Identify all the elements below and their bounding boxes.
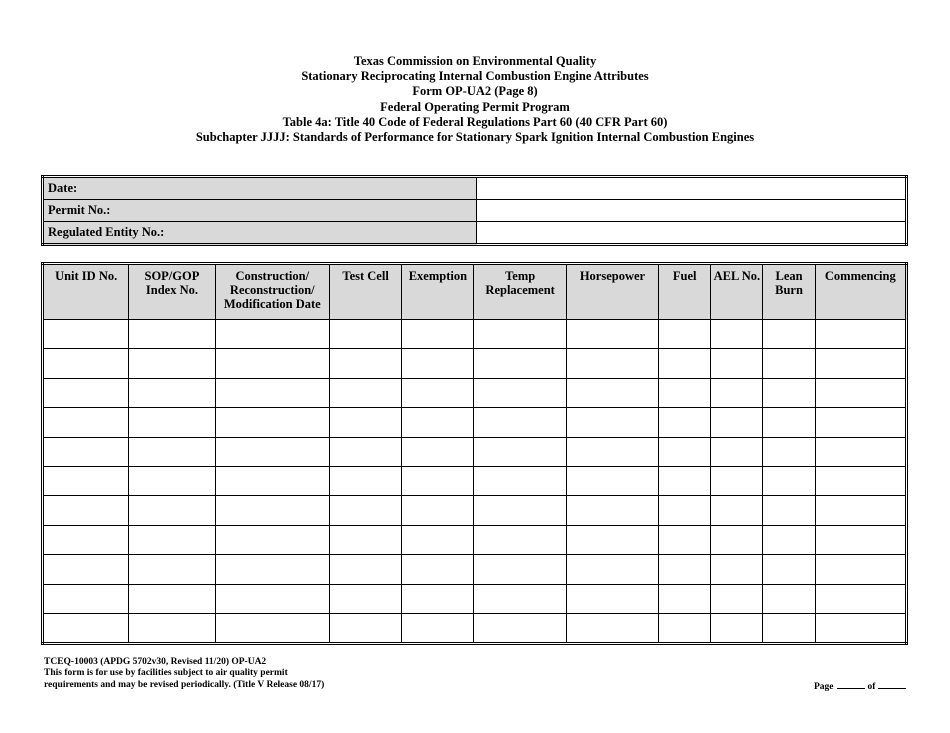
- table-row: [43, 496, 907, 525]
- table-cell[interactable]: [711, 378, 763, 407]
- table-cell[interactable]: [215, 349, 329, 378]
- table-cell[interactable]: [402, 613, 474, 643]
- table-cell[interactable]: [402, 437, 474, 466]
- table-cell[interactable]: [474, 496, 566, 525]
- col-horsepower: Horsepower: [566, 264, 658, 320]
- table-cell[interactable]: [659, 555, 711, 584]
- agency-title: Texas Commission on Environmental Quality: [353, 54, 597, 68]
- table-row: [43, 466, 907, 495]
- table-cell[interactable]: [402, 496, 474, 525]
- table-title: Table 4a: Title 40 Code of Federal Regulations Part 60 (40 CFR Part 60): [282, 114, 668, 129]
- permit-label: Permit No.:: [43, 200, 477, 222]
- table-cell[interactable]: [474, 437, 566, 466]
- table-cell[interactable]: [815, 320, 906, 349]
- table-cell[interactable]: [129, 525, 215, 554]
- header-row: [43, 264, 907, 320]
- table-cell[interactable]: [43, 437, 129, 466]
- table-cell[interactable]: [763, 466, 815, 495]
- table-cell[interactable]: [711, 496, 763, 525]
- table-cell[interactable]: [763, 349, 815, 378]
- footer: [44, 657, 324, 691]
- table-cell[interactable]: [43, 408, 129, 437]
- date-label: Date:: [43, 177, 477, 200]
- subchapter-title: Subchapter JJJJ: Standards of Performance for Stationary Spark Ignition Internal Combustion Engines: [195, 130, 755, 145]
- program-name: Federal Operating Permit Program: [380, 99, 570, 114]
- table-cell[interactable]: [129, 408, 215, 437]
- table-cell[interactable]: [43, 320, 129, 349]
- table-cell[interactable]: [474, 466, 566, 495]
- table-cell[interactable]: [215, 378, 329, 407]
- col-fuel: Fuel: [659, 264, 711, 320]
- table-row: [43, 349, 907, 378]
- table-cell[interactable]: [402, 378, 474, 407]
- permit-field[interactable]: [477, 200, 907, 222]
- table-cell[interactable]: [815, 555, 906, 584]
- table-cell[interactable]: [474, 408, 566, 437]
- table-cell[interactable]: [815, 466, 906, 495]
- col-exemption: Exemption: [402, 264, 474, 320]
- table-cell[interactable]: [215, 584, 329, 613]
- table-cell[interactable]: [711, 613, 763, 643]
- col-lean-burn: Lean Burn: [763, 264, 815, 320]
- entity-label: Regulated Entity No.:: [43, 222, 477, 245]
- table-cell[interactable]: [763, 496, 815, 525]
- table-cell[interactable]: [711, 466, 763, 495]
- table-cell[interactable]: [402, 408, 474, 437]
- table-cell[interactable]: [763, 437, 815, 466]
- entity-field[interactable]: [477, 222, 907, 245]
- table-cell[interactable]: [815, 584, 906, 613]
- table-cell[interactable]: [474, 555, 566, 584]
- table-cell[interactable]: [763, 613, 815, 643]
- table-cell[interactable]: [43, 378, 129, 407]
- table-cell[interactable]: [329, 408, 401, 437]
- table-cell[interactable]: [711, 555, 763, 584]
- table-cell[interactable]: [659, 496, 711, 525]
- table-cell[interactable]: [43, 525, 129, 554]
- table-cell[interactable]: [329, 525, 401, 554]
- table-cell[interactable]: [129, 437, 215, 466]
- table-cell[interactable]: [215, 525, 329, 554]
- table-cell[interactable]: [43, 584, 129, 613]
- table-cell[interactable]: [129, 349, 215, 378]
- col-temp-replacement: Temp Replacement: [474, 264, 566, 320]
- table-cell[interactable]: [402, 555, 474, 584]
- table-cell[interactable]: [129, 466, 215, 495]
- col-construction-date: Construction/ Reconstruction/ Modification Date: [215, 264, 329, 320]
- table-cell[interactable]: [43, 466, 129, 495]
- date-field[interactable]: [477, 177, 907, 200]
- table-cell[interactable]: [566, 613, 658, 643]
- table-cell[interactable]: [474, 378, 566, 407]
- page-label: Page: [814, 682, 834, 692]
- table-cell[interactable]: [129, 320, 215, 349]
- col-unit-id: Unit ID No.: [43, 264, 129, 320]
- table-cell[interactable]: [215, 466, 329, 495]
- table-cell[interactable]: [763, 584, 815, 613]
- entity-row: [43, 222, 907, 245]
- permit-row: [43, 200, 907, 222]
- table-cell[interactable]: [711, 584, 763, 613]
- table-cell[interactable]: [763, 320, 815, 349]
- table-cell[interactable]: [763, 378, 815, 407]
- table-cell[interactable]: [659, 349, 711, 378]
- table-cell[interactable]: [402, 584, 474, 613]
- table-cell[interactable]: [711, 525, 763, 554]
- table-cell[interactable]: [43, 613, 129, 643]
- table-cell[interactable]: [402, 466, 474, 495]
- form-header: [0, 54, 950, 145]
- table-cell[interactable]: [815, 496, 906, 525]
- page-blank[interactable]: [837, 679, 865, 689]
- table-cell[interactable]: [329, 466, 401, 495]
- table-cell[interactable]: [659, 613, 711, 643]
- table-cell[interactable]: [711, 437, 763, 466]
- table-cell[interactable]: [43, 555, 129, 584]
- table-cell[interactable]: [659, 584, 711, 613]
- table-row: [43, 320, 907, 349]
- table-cell[interactable]: [566, 378, 658, 407]
- col-test-cell: Test Cell: [329, 264, 401, 320]
- table-cell[interactable]: [215, 320, 329, 349]
- table-cell[interactable]: [566, 466, 658, 495]
- table-cell[interactable]: [215, 496, 329, 525]
- form-number: Form OP-UA2 (Page 8): [412, 84, 538, 99]
- table-cell[interactable]: [711, 320, 763, 349]
- table-cell[interactable]: [329, 496, 401, 525]
- table-cell[interactable]: [566, 525, 658, 554]
- table-cell[interactable]: [659, 320, 711, 349]
- table-cell[interactable]: [566, 437, 658, 466]
- table-cell[interactable]: [659, 378, 711, 407]
- table-cell[interactable]: [474, 613, 566, 643]
- table-cell[interactable]: [43, 496, 129, 525]
- table-cell[interactable]: [329, 584, 401, 613]
- date-row: [43, 177, 907, 200]
- table-cell[interactable]: [815, 349, 906, 378]
- table-cell[interactable]: [129, 613, 215, 643]
- table-cell[interactable]: [43, 349, 129, 378]
- usage-note: This form is for use by facilities subject to air quality permit: [44, 668, 288, 679]
- table-cell[interactable]: [474, 320, 566, 349]
- table-cell[interactable]: [329, 320, 401, 349]
- table-cell[interactable]: [402, 320, 474, 349]
- total-pages-blank[interactable]: [878, 679, 906, 689]
- table-cell[interactable]: [659, 466, 711, 495]
- table-cell[interactable]: [474, 349, 566, 378]
- table-cell[interactable]: [329, 555, 401, 584]
- table-row: [43, 525, 907, 554]
- table-cell[interactable]: [659, 408, 711, 437]
- table-cell[interactable]: [763, 408, 815, 437]
- table-row: [43, 613, 907, 643]
- table-cell[interactable]: [215, 613, 329, 643]
- table-cell[interactable]: [215, 437, 329, 466]
- table-cell[interactable]: [566, 320, 658, 349]
- form-id: TCEQ-10003 (APDG 5702v30, Revised 11/20) OP-UA2: [44, 657, 267, 667]
- info-table: [41, 175, 908, 246]
- table-row: [43, 408, 907, 437]
- of-label: of: [867, 682, 876, 692]
- table-cell[interactable]: [402, 525, 474, 554]
- form-subject: Stationary Reciprocating Internal Combustion Engine Attributes: [301, 69, 649, 84]
- engine-attributes-table: [41, 262, 908, 645]
- table-row: [43, 437, 907, 466]
- table-cell[interactable]: [815, 437, 906, 466]
- table-cell[interactable]: [474, 584, 566, 613]
- table-cell[interactable]: [815, 378, 906, 407]
- table-cell[interactable]: [129, 496, 215, 525]
- table-cell[interactable]: [329, 349, 401, 378]
- table-cell[interactable]: [659, 525, 711, 554]
- table-cell[interactable]: [763, 555, 815, 584]
- table-row: [43, 584, 907, 613]
- table-cell[interactable]: [215, 408, 329, 437]
- table-cell[interactable]: [711, 349, 763, 378]
- table-cell[interactable]: [566, 555, 658, 584]
- table-cell[interactable]: [566, 584, 658, 613]
- col-commencing: Commencing: [815, 264, 906, 320]
- table-cell[interactable]: [566, 349, 658, 378]
- table-cell[interactable]: [129, 378, 215, 407]
- page-number: [814, 679, 909, 692]
- table-cell[interactable]: [566, 408, 658, 437]
- table-cell[interactable]: [329, 437, 401, 466]
- table-cell[interactable]: [815, 613, 906, 643]
- revision-note: requirements and may be revised periodically. (Title V Release 08/17): [44, 679, 325, 690]
- col-ael-no: AEL No.: [711, 264, 763, 320]
- table-cell[interactable]: [815, 408, 906, 437]
- table-body: [43, 320, 907, 644]
- table-cell[interactable]: [329, 378, 401, 407]
- table-row: [43, 555, 907, 584]
- table-cell[interactable]: [566, 496, 658, 525]
- table-cell[interactable]: [329, 613, 401, 643]
- table-cell[interactable]: [815, 525, 906, 554]
- table-cell[interactable]: [129, 555, 215, 584]
- table-cell[interactable]: [763, 525, 815, 554]
- table-cell[interactable]: [215, 555, 329, 584]
- col-sop-gop-index: SOP/GOP Index No.: [129, 264, 215, 320]
- table-cell[interactable]: [659, 437, 711, 466]
- table-row: [43, 378, 907, 407]
- table-cell[interactable]: [129, 584, 215, 613]
- table-cell[interactable]: [474, 525, 566, 554]
- table-cell[interactable]: [402, 349, 474, 378]
- table-cell[interactable]: [711, 408, 763, 437]
